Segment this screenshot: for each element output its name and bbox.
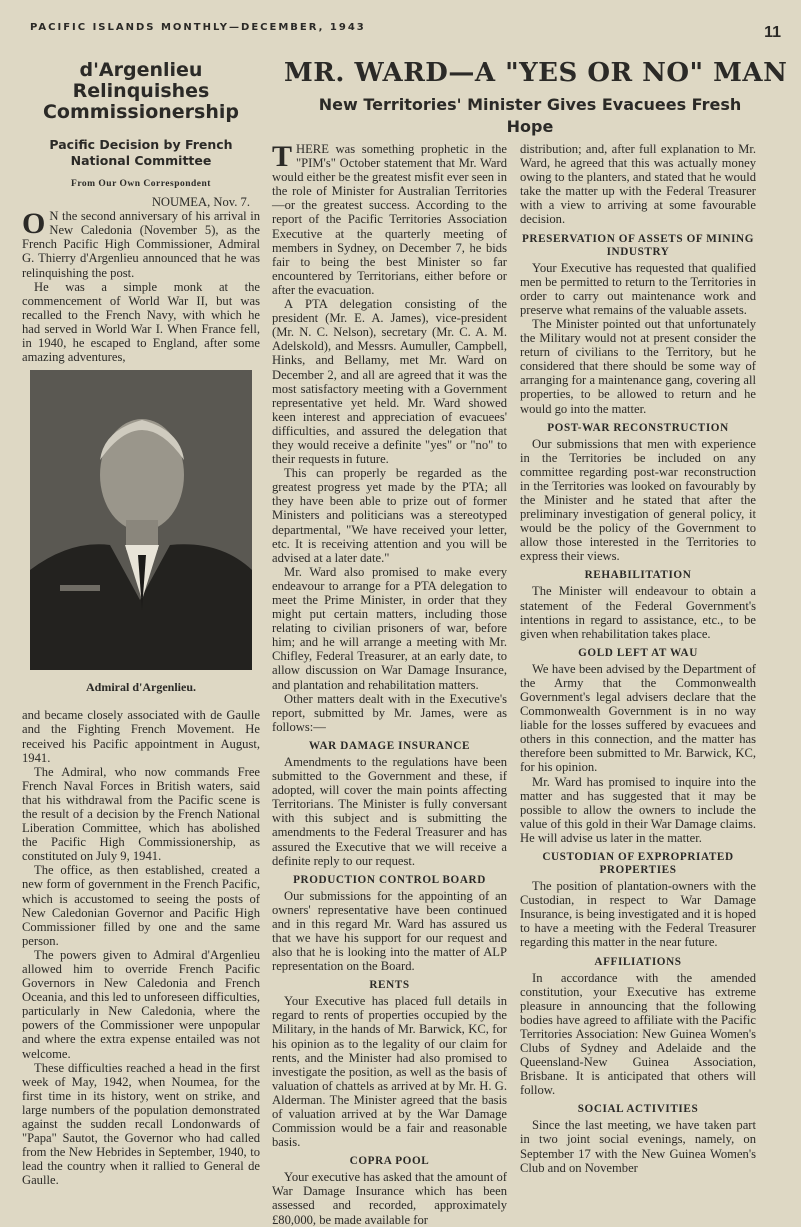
article-paragraph: Since the last meeting, we have taken part in two joint social evenings, namely, on September 17 with the New Guinea Women's Club and on November: [520, 1118, 756, 1175]
article-paragraph: Mr. Ward has promised to inquire into the matter and has suggested that it may be possible to allow the owners to include the value of this gold in their War Damage claims. He will advise us later in the matter.: [520, 774, 756, 845]
article-paragraph: Other matters dealt with in the Executive's report, submitted by Mr. James, were as follows:—: [272, 691, 507, 734]
left-paragraph: The Admiral, who now commands Free French Naval Forces in British waters, said that his withdrawal from the Pacific scene is the result of a decision by the French National Liberation Committee, which has abolished the Pacific High Commissionership, as constituted on July 9, 1941.: [22, 764, 260, 864]
article-paragraph: distribution; and, after full explanation to Mr. Ward, he agreed that this was actually money owing to the planters, and stated that he would take the matter up with the Federal Treasurer with a view to arriving at some favourable decision.: [520, 142, 756, 227]
left-paragraph: and became closely associated with de Gaulle and the Fighting French Movement. He received his Pacific appointment in August, 1941.: [22, 708, 260, 765]
dropcap: T: [272, 140, 293, 173]
article-paragraph: THERE was something prophetic in the "PIM's" October statement that Mr. Ward would either be the greatest misfit ever seen in the role of Minister for Australian Territories—or the greatest success. According to the report of the Pacific Territories Association Executive at the quarterly meeting of members in Sydney, on December 7, he bids fair to being the best Minister so far encountered by Territorians, either before or after the evacuation.: [272, 140, 508, 297]
left-article: [22, 60, 260, 1188]
left-subheadline: Pacific Decision by French National Committee: [49, 137, 233, 168]
section-heading: RENTS: [369, 979, 410, 992]
article-paragraph: Mr. Ward also promised to make every endeavour to arrange for a PTA delegation to meet the Prime Minister, in order that they might put certain matters, including those relating to civilian prisoners of war, before him; and he will arrange a meeting with Mr. Chifley, Federal Treasurer, at an early date, to allow discussion on War Damage Insurance, and plantation and rehabilitation matters.: [272, 564, 507, 692]
main-article-column-1: [272, 142, 507, 1227]
section-heading: CUSTODIAN OF EXPROPRIATED PROPERTIES: [542, 851, 734, 877]
article-paragraph: The position of plantation-owners with the Custodian, in respect to War Damage Insurance, is being investigated and it is hoped to have a meeting with the Federal Treasurer regarding this matter in the near future.: [520, 879, 756, 950]
left-paragraph: These difficulties reached a head in the first week of May, 1942, when Noumea, for the first time in its history, went on strike, and large numbers of the population demonstrated against the sudden recall Londonwards of "Papa" Sautot, the Governor who had called from the New Hebrides in September, 1940, to lead the country when it rallied to General de Gaulle.: [22, 1060, 260, 1188]
main-subheadline: New Territories' Minister Gives Evacuees Fresh Hope: [318, 95, 742, 136]
left-headline: d'Argenlieu Relinquishes Commissionership: [42, 59, 240, 123]
article-paragraph: A PTA delegation consisting of the president (Mr. E. A. James), vice-president (Mr. N. C. Nelson), secretary (Mr. C. A. M. Adelskold), and Messrs. Aumuller, Campbell, Hinks, and Bellamy, met Mr. Ward on December 2, and all are agreed that it was the most satisfactory meeting with a Government representative yet held. Mr. Ward showed keen interest and appreciation of evacuees' difficulties, and assured the delegation that they would receive a definite "yes" or "no" to their requests in future.: [272, 297, 507, 467]
page-number: 11: [764, 24, 781, 41]
running-head: PACIFIC ISLANDS MONTHLY—DECEMBER, 1943: [30, 22, 366, 33]
section-heading: POST-WAR RECONSTRUCTION: [547, 421, 729, 434]
section-heading: GOLD LEFT AT WAU: [578, 646, 698, 659]
article-paragraph: Amendments to the regulations have been submitted to the Government and these, if adopted, will cover the main points affecting Territorians. The Minister is fully conversant with this subject and is submitting the amendments to the Federal Treasurer and has assured the Executive that we will receive a definite reply to our request.: [272, 754, 507, 868]
photo-caption: Admiral d'Argenlieu.: [86, 680, 196, 695]
article-paragraph: The Minister pointed out that unfortunately the Military would not at present consider the return of civilians to the Territory, but he considered that there should be some way of arranging for a maintenance gang, covering all properties, to be allowed to return and he would go into the matter.: [520, 316, 756, 416]
portrait-illustration: [30, 370, 252, 670]
main-headline: MR. WARD—A "YES OR NO" MAN: [284, 58, 788, 88]
section-heading: WAR DAMAGE INSURANCE: [308, 739, 471, 752]
section-heading: PRESERVATION OF ASSETS OF MINING INDUSTRY: [521, 232, 755, 258]
article-paragraph: Your Executive has requested that qualified men be permitted to return to the Territories in order to carry out maintenance work and preserve what remains of the valuable assets.: [520, 260, 756, 317]
admiral-portrait-photo: [30, 370, 252, 670]
dateline: NOUMEA, Nov. 7.: [151, 195, 250, 210]
article-paragraph: Our submissions for the appointing of an owners' representative have been continued and in this regard Mr. Ward has assured us that we have his support for our request and also that he is looking into the matter of ALP representation on the Board.: [272, 888, 507, 974]
dropcap: O: [22, 207, 46, 241]
left-paragraph: He was a simple monk at the commencement of World War II, but was recalled to the French Navy, with which he had served in World War I. When France fell, in 1940, he escaped to England, after some amazing adventures,: [22, 279, 260, 365]
article-paragraph: This can properly be regarded as the greatest progress yet made by the PTA; all they have been able to prize out of former Ministers and politicians was a stereotyped departmental, "We have received your letter, etc. It is receiving attention and you will be advised at a later date.": [272, 466, 507, 565]
article-paragraph: Your executive has asked that the amount of War Damage Insurance which has been assessed and recorded, approximately £80,000, be made available for: [272, 1170, 507, 1227]
byline: From Our Own Correspondent: [71, 179, 211, 189]
article-paragraph: Your Executive has placed full details in regard to rents of properties occupied by the Military, in the hands of Mr. Barwick, KC, for his opinion as to the legality of our claim for rents, and the Minister had also promised to investigate the position, as well as the basis of valuation of chattels as arrived at by Mr. H. G. Alderman. The Minister agreed that the basis of valuation arrived at by the War Damage Commission would be a fair and reasonable basis.: [272, 994, 507, 1150]
section-heading: PRODUCTION CONTROL BOARD: [293, 873, 486, 886]
article-paragraph: We have been advised by the Department of the Army that the Commonwealth Government's legal advisers declare that the Commonwealth Government is in no way liable for the losses suffered by evacuees and others in this connection, and the matter has therefore been submitted to Mr. Barwick, KC, for his opinion.: [520, 661, 756, 775]
section-heading: SOCIAL ACTIVITIES: [577, 1103, 699, 1116]
section-heading: REHABILITATION: [584, 569, 692, 582]
left-paragraph: The office, as then established, created a new form of government in the French Pacific, which is accustomed to seeing the posts of New Caledonian Governor and Pacific High Commissioner filled by one and the same person.: [22, 863, 260, 948]
section-heading: AFFILIATIONS: [594, 955, 682, 968]
left-paragraph: O N the second anniversary of his arrival in New Caledonia (November 5), as the French Pacific High Commissioner, Admiral G. Thierry d'Argenlieu announced that he was relinquishing the post.: [22, 207, 260, 280]
main-article-column-2: [520, 142, 756, 1175]
article-paragraph: The Minister will endeavour to obtain a statement of the Federal Government's intentions in regard to assistance, etc., to be given when rehabilitation takes place.: [520, 584, 756, 641]
article-paragraph: Our submissions that men with experience in the Territories be included on any committee regarding post-war reconstruction in the Territories was looked on favourably by the Minister and he stated that after the preliminary investigation of general policy, it would be the policy of the Government to allow those interested in the Territories to express their views.: [520, 436, 756, 564]
section-heading: COPRA POOL: [349, 1155, 430, 1168]
article-paragraph: In accordance with the amended constitution, your Executive has extreme pleasure in announcing that the following bodies have agreed to affiliate with the Pacific Territories Association: New Guinea Women's Clubs of Sydney and Adelaide and the Queensland-New Guinea Association, Brisbane. It is anticipated that others will follow.: [520, 970, 756, 1098]
left-paragraph: The powers given to Admiral d'Argenlieu allowed him to override French Pacific Governors in New Caledonia and French Oceania, and this led to unforeseen difficulties, particularly in New Caledonia, where the powers of the Commissioner were unpopular and where the extra expense entailed was not welcome.: [22, 947, 260, 1061]
